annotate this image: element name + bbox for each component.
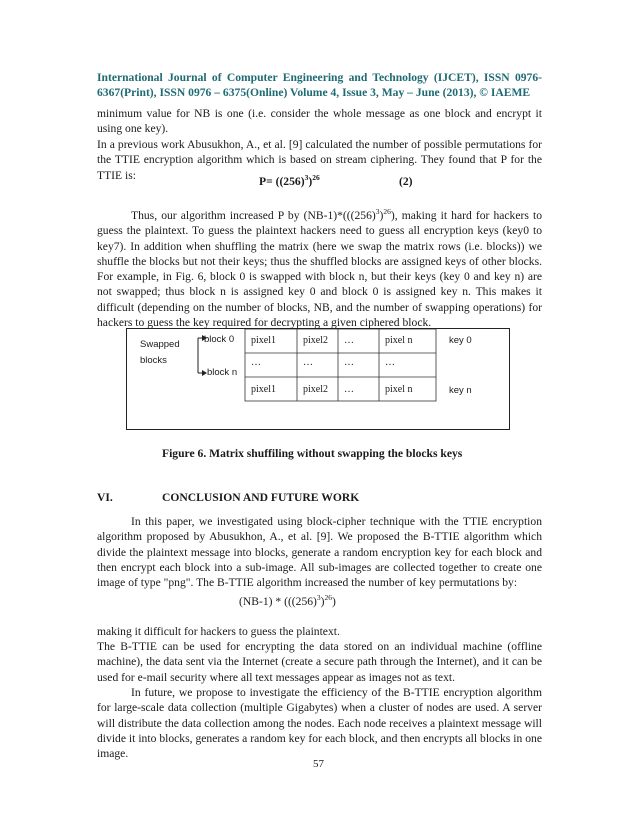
label-block-n: block n [207,367,238,378]
paragraph-nb-minimum: minimum value for NB is one (i.e. consider the whole message as one block and encrypt it using one key). [97,107,542,136]
paragraph-increase-p-exp1: 3 [375,207,380,217]
cell-r3-c1: pixel1 [251,384,276,395]
label-key-n: key n [449,385,472,396]
cell-r2-c1: … [251,357,261,368]
section-number: VI. [97,491,113,504]
paragraph-increase-p-exp2: 26 [383,207,391,217]
equation-permutations-c: ) [332,595,336,608]
cell-r2-c4: … [385,357,395,368]
equation-2-mid: ) [308,175,313,188]
cell-r1-c4: pixel n [385,335,413,346]
journal-header: International Journal of Computer Engineering and Technology (IJCET), ISSN 0976-6367(Print), ISSN 0976 – 6375(Online) Volume 4, Issue 3, May – June (2013), © IAEME [97,71,542,99]
paragraph-increase-p-c: ), making it hard for hackers to guess the plaintext. To guess the plaintext hackers need to guess all encryption keys (key0 to key7). In addition when shuffling the matrix (here we swap the matrix rows (i.e. blocks)) we shuffle the blocks but not their keys; thus the shuffled blocks are assigned keys of other blocks. For example, in Fig. 6, block 0 is swapped with block n, but their keys (key 0 and key n) are not swapped; thus block n is assigned key 0 and block 0 is assigned key n. This makes it difficult (depending on the number of blocks, NB, and the number of swapping operations) for hackers to guess the key required for decrypting a given ciphered block. [97,209,542,330]
equation-permutations-a: (NB-1) * (((256) [239,595,317,608]
paragraph-conclusion: In this paper, we investigated using block-cipher technique with the TTIE encryption algorithm proposed by Abusukhon, A., et al. [9]. We proposed the B-TTIE algorithm which divide the plaintext message into blocks, generate a random encryption key for each block and then encrypt each block into a sub-image. All sub-images are collected together to create one image of type "png". The B-TTIE algorithm increased the number of key permutations by: [97,515,542,590]
cell-r1-c2: pixel2 [303,335,328,346]
cell-r1-c3: … [344,335,354,346]
label-block-0: block 0 [204,334,235,345]
equation-2-exp1: 3 [304,173,309,183]
equation-permutations-exp1: 3 [316,593,321,603]
equation-2-number: (2) [399,175,413,188]
paragraph-increase-p [97,208,542,330]
label-key-0: key 0 [449,335,472,346]
paragraph-making-difficult: making it difficult for hackers to guess the plaintext. [97,625,340,638]
cell-r3-c2: pixel2 [303,384,328,395]
cell-r3-c3: … [344,384,354,395]
paragraph-b-ttie-uses: The B-TTIE can be used for encrypting the data stored on an individual machine (offline machine), the data sent via the Internet (create a secure path through the Internet), and it can be used for e-mail security where all text messages appear as images not as text. [97,640,542,684]
paragraph-previous-work: In a previous work Abusukhon, A., et al. [9] calculated the number of possible permutations for the TTIE encryption algorithm which is based on stream ciphering. They found that P for the TTIE is: [97,138,542,182]
section-title: CONCLUSION AND FUTURE WORK [162,491,360,504]
cell-r2-c2: … [303,357,313,368]
equation-permutations-b: ) [320,595,325,608]
label-swapped: Swapped [140,339,180,350]
paragraph-future-work: In future, we propose to investigate the efficiency of the B-TTIE encryption algorithm for large-scale data collection (multiple Gigabytes) when a cluster of nodes are used. A server will distribute the data collection among the nodes. Each node receives a plaintext message will divide it into blocks, generates a random key for each block, and then encrypts all blocks in one image. [97,686,542,761]
equation-2-exp2: 26 [312,173,320,183]
cell-r3-c4: pixel n [385,384,413,395]
equation-permutations [239,595,336,608]
cell-r2-c3: … [344,357,354,368]
equation-permutations-exp2: 26 [324,593,333,603]
page-number: 57 [313,758,324,770]
equation-2 [259,175,320,188]
figure-6-caption: Figure 6. Matrix shuffiling without swapping the blocks keys [162,447,463,460]
label-blocks: blocks [140,355,167,366]
equation-2-lhs: P= ((256) [259,175,305,188]
paragraph-increase-p-b: ) [379,209,384,222]
cell-r1-c1: pixel1 [251,335,276,346]
paragraph-increase-p-a: Thus, our algorithm increased P by (NB-1)*(((256) [131,209,376,222]
figure-6-matrix [126,328,510,430]
